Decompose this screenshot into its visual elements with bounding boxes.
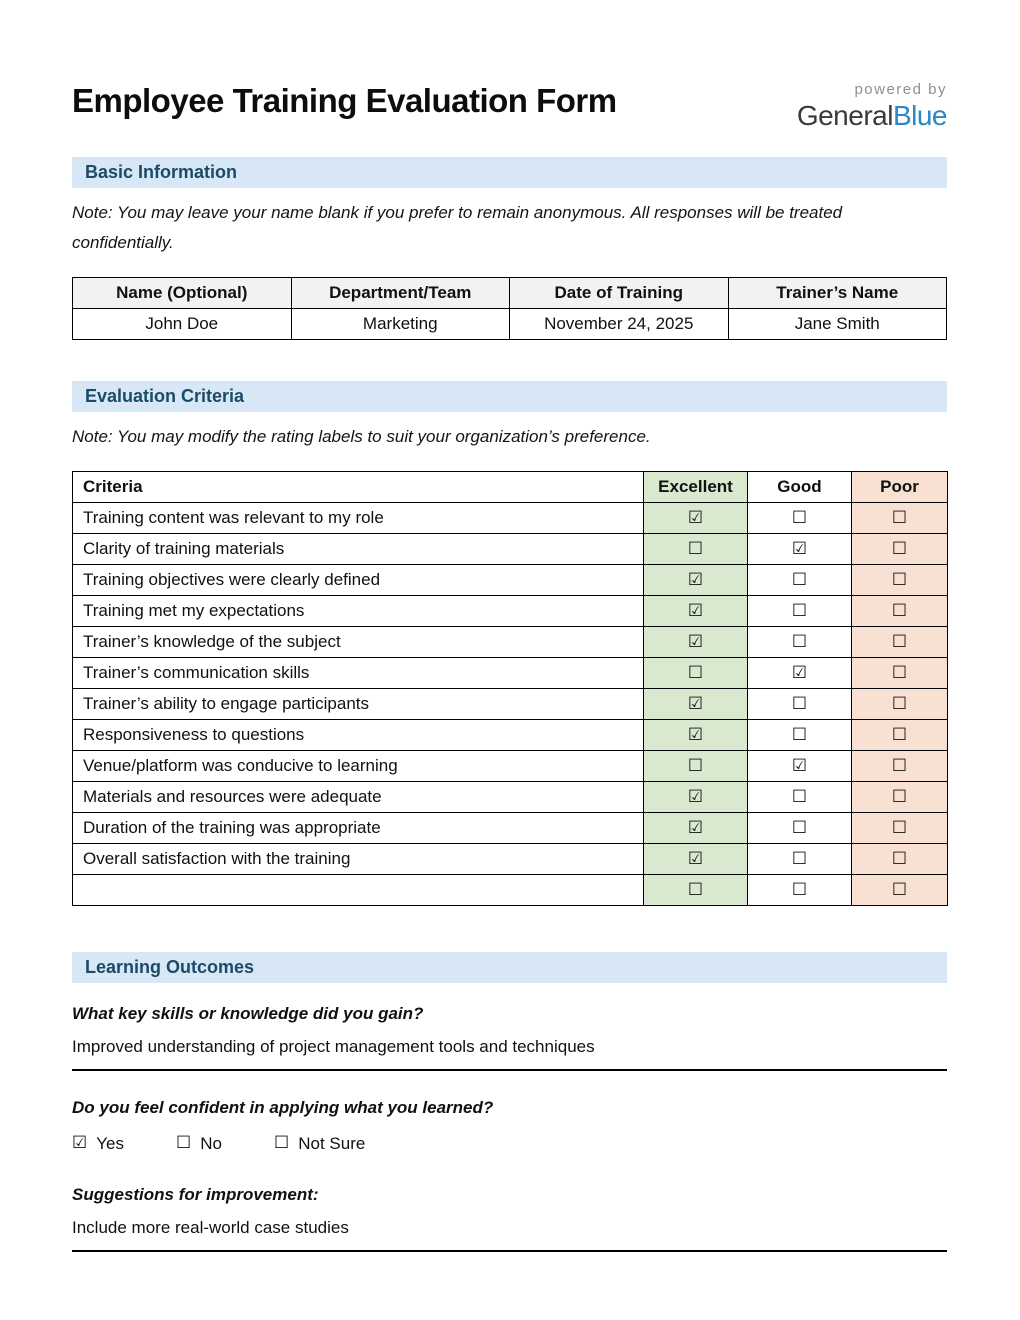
column-header-excellent: Excellent <box>644 471 748 502</box>
unchecked-checkbox-icon[interactable]: ☐ <box>791 569 808 590</box>
rating-cell-excellent <box>644 688 748 719</box>
unchecked-checkbox-icon[interactable]: ☐ <box>791 879 808 900</box>
column-header-department: Department/Team <box>291 277 510 308</box>
checked-checkbox-icon[interactable]: ☑ <box>791 755 808 776</box>
rating-cell-excellent <box>644 502 748 533</box>
department-value: Marketing <box>291 308 510 339</box>
unchecked-checkbox-icon[interactable]: ☐ <box>891 631 908 652</box>
unchecked-checkbox-icon[interactable]: ☐ <box>791 600 808 621</box>
unchecked-checkbox-icon[interactable]: ☐ <box>687 755 704 776</box>
criteria-label <box>73 874 644 905</box>
unchecked-checkbox-icon[interactable]: ☐ <box>687 662 704 683</box>
criteria-row <box>73 719 948 750</box>
rating-cell-good <box>748 874 852 905</box>
unchecked-checkbox-icon[interactable]: ☐ <box>687 538 704 559</box>
checked-checkbox-icon[interactable]: ☑ <box>687 507 704 528</box>
criteria-label: Training objectives were clearly defined <box>73 564 644 595</box>
unchecked-checkbox-icon[interactable]: ☐ <box>891 879 908 900</box>
criteria-label: Trainer’s ability to engage participants <box>73 688 644 719</box>
unchecked-checkbox-icon[interactable]: ☐ <box>891 600 908 621</box>
section-header-learning-outcomes: Learning Outcomes <box>72 952 947 983</box>
column-header-date: Date of Training <box>510 277 729 308</box>
rating-cell-good <box>748 719 852 750</box>
suggestions-question: Suggestions for improvement: <box>72 1184 319 1204</box>
criteria-label: Overall satisfaction with the training <box>73 843 644 874</box>
criteria-row <box>73 657 948 688</box>
criteria-label: Trainer’s knowledge of the subject <box>73 626 644 657</box>
option-no[interactable] <box>176 1134 222 1154</box>
rating-cell-good <box>748 502 852 533</box>
option-label: Not Sure <box>298 1133 366 1153</box>
criteria-rows <box>73 502 948 905</box>
checked-checkbox-icon[interactable]: ☑ <box>687 693 704 714</box>
checked-checkbox-icon[interactable]: ☑ <box>687 600 704 621</box>
rating-cell-good <box>748 533 852 564</box>
rating-cell-good <box>748 781 852 812</box>
checked-checkbox-icon[interactable]: ☑ <box>791 662 808 683</box>
unchecked-checkbox-icon[interactable]: ☐ <box>891 662 908 683</box>
checked-checkbox-icon[interactable]: ☑ <box>687 631 704 652</box>
criteria-label: Venue/platform was conducive to learning <box>73 750 644 781</box>
rating-cell-excellent <box>644 750 748 781</box>
section-header-evaluation-criteria: Evaluation Criteria <box>72 381 947 412</box>
criteria-row <box>73 843 948 874</box>
column-header-poor: Poor <box>852 471 948 502</box>
suggestions-answer-field: Include more real-world case studies <box>72 1218 947 1252</box>
basic-information-table <box>72 277 947 340</box>
criteria-row <box>73 874 948 905</box>
criteria-label: Responsiveness to questions <box>73 719 644 750</box>
table-header-row <box>73 277 947 308</box>
rating-cell-excellent <box>644 812 748 843</box>
rating-cell-good <box>748 843 852 874</box>
checked-checkbox-icon[interactable]: ☑ <box>687 569 704 590</box>
rating-cell-poor <box>852 719 948 750</box>
column-header-good: Good <box>748 471 852 502</box>
criteria-label: Clarity of training materials <box>73 533 644 564</box>
table-row <box>73 308 947 339</box>
unchecked-checkbox-icon[interactable]: ☐ <box>273 1133 290 1154</box>
unchecked-checkbox-icon[interactable]: ☐ <box>891 848 908 869</box>
name-value: John Doe <box>73 308 292 339</box>
rating-cell-good <box>748 657 852 688</box>
unchecked-checkbox-icon[interactable]: ☐ <box>791 724 808 745</box>
checked-checkbox-icon[interactable]: ☑ <box>687 817 704 838</box>
option-label: No <box>200 1133 222 1153</box>
rating-cell-excellent <box>644 533 748 564</box>
rating-cell-good <box>748 688 852 719</box>
unchecked-checkbox-icon[interactable]: ☐ <box>891 724 908 745</box>
page-title: Employee Training Evaluation Form <box>72 82 617 119</box>
rating-cell-poor <box>852 626 948 657</box>
unchecked-checkbox-icon[interactable]: ☐ <box>891 569 908 590</box>
criteria-row <box>73 750 948 781</box>
evaluation-criteria-note: Note: You may modify the rating labels to suit your organization’s preference. <box>72 426 651 446</box>
unchecked-checkbox-icon[interactable]: ☐ <box>791 507 808 528</box>
rating-cell-poor <box>852 843 948 874</box>
unchecked-checkbox-icon[interactable]: ☐ <box>791 817 808 838</box>
criteria-row <box>73 812 948 843</box>
rating-cell-excellent <box>644 564 748 595</box>
checked-checkbox-icon[interactable]: ☑ <box>72 1133 88 1154</box>
checked-checkbox-icon[interactable]: ☑ <box>687 724 704 745</box>
rating-cell-poor <box>852 533 948 564</box>
unchecked-checkbox-icon[interactable]: ☐ <box>791 631 808 652</box>
option-label: Yes <box>96 1133 124 1153</box>
section-header-basic-information: Basic Information <box>72 157 947 188</box>
criteria-label: Training content was relevant to my role <box>73 502 644 533</box>
criteria-row <box>73 502 948 533</box>
basic-information-note: Note: You may leave your name blank if you prefer to remain anonymous. All responses will be treated confidentially. <box>72 203 843 253</box>
criteria-row <box>73 626 948 657</box>
criteria-label: Trainer’s communication skills <box>73 657 644 688</box>
column-header-criteria: Criteria <box>73 471 644 502</box>
rating-cell-excellent <box>644 781 748 812</box>
checked-checkbox-icon[interactable]: ☑ <box>687 848 704 869</box>
confidence-question: Do you feel confident in applying what you learned? <box>72 1097 494 1117</box>
column-header-trainer: Trainer’s Name <box>728 277 947 308</box>
criteria-label: Materials and resources were adequate <box>73 781 644 812</box>
rating-cell-good <box>748 626 852 657</box>
unchecked-checkbox-icon[interactable]: ☐ <box>791 786 808 807</box>
unchecked-checkbox-icon[interactable]: ☐ <box>175 1133 192 1154</box>
criteria-row <box>73 564 948 595</box>
date-value: November 24, 2025 <box>510 308 729 339</box>
generalblue-logo <box>797 80 947 131</box>
rating-cell-poor <box>852 688 948 719</box>
powered-by-text: powered by <box>854 81 947 98</box>
unchecked-checkbox-icon[interactable]: ☐ <box>791 848 808 869</box>
rating-cell-excellent <box>644 843 748 874</box>
unchecked-checkbox-icon[interactable]: ☐ <box>891 693 908 714</box>
criteria-row <box>73 595 948 626</box>
brand-wordmark <box>797 100 947 131</box>
trainer-value: Jane Smith <box>728 308 947 339</box>
rating-cell-poor <box>852 781 948 812</box>
skills-question: What key skills or knowledge did you gain? <box>72 1003 424 1023</box>
skills-answer-field: Improved understanding of project management tools and techniques <box>72 1037 947 1071</box>
rating-cell-poor <box>852 502 948 533</box>
document-header <box>72 0 947 131</box>
checked-checkbox-icon[interactable]: ☑ <box>791 538 808 559</box>
unchecked-checkbox-icon[interactable]: ☐ <box>891 817 908 838</box>
column-header-name: Name (Optional) <box>73 277 292 308</box>
unchecked-checkbox-icon[interactable]: ☐ <box>791 693 808 714</box>
unchecked-checkbox-icon[interactable]: ☐ <box>891 507 908 528</box>
rating-cell-good <box>748 750 852 781</box>
checked-checkbox-icon[interactable]: ☑ <box>687 786 704 807</box>
evaluation-criteria-table <box>72 471 948 906</box>
rating-cell-poor <box>852 564 948 595</box>
option-not-sure[interactable] <box>274 1134 365 1154</box>
rating-cell-good <box>748 564 852 595</box>
rating-cell-excellent <box>644 874 748 905</box>
unchecked-checkbox-icon[interactable]: ☐ <box>891 786 908 807</box>
brand-blue-text: Blue <box>892 99 947 131</box>
rating-cell-good <box>748 595 852 626</box>
criteria-header-row <box>73 471 948 502</box>
unchecked-checkbox-icon[interactable]: ☐ <box>891 538 908 559</box>
rating-cell-good <box>748 812 852 843</box>
unchecked-checkbox-icon[interactable]: ☐ <box>687 879 704 900</box>
rating-cell-poor <box>852 657 948 688</box>
criteria-row <box>73 533 948 564</box>
confidence-options <box>72 1134 947 1154</box>
rating-cell-excellent <box>644 595 748 626</box>
brand-general-text: General <box>796 99 893 131</box>
unchecked-checkbox-icon[interactable]: ☐ <box>891 755 908 776</box>
option-yes[interactable] <box>72 1134 124 1154</box>
rating-cell-excellent <box>644 719 748 750</box>
rating-cell-poor <box>852 750 948 781</box>
criteria-row <box>73 688 948 719</box>
criteria-label: Duration of the training was appropriate <box>73 812 644 843</box>
rating-cell-excellent <box>644 626 748 657</box>
rating-cell-poor <box>852 595 948 626</box>
rating-cell-poor <box>852 812 948 843</box>
rating-cell-excellent <box>644 657 748 688</box>
rating-cell-poor <box>852 874 948 905</box>
criteria-row <box>73 781 948 812</box>
criteria-label: Training met my expectations <box>73 595 644 626</box>
